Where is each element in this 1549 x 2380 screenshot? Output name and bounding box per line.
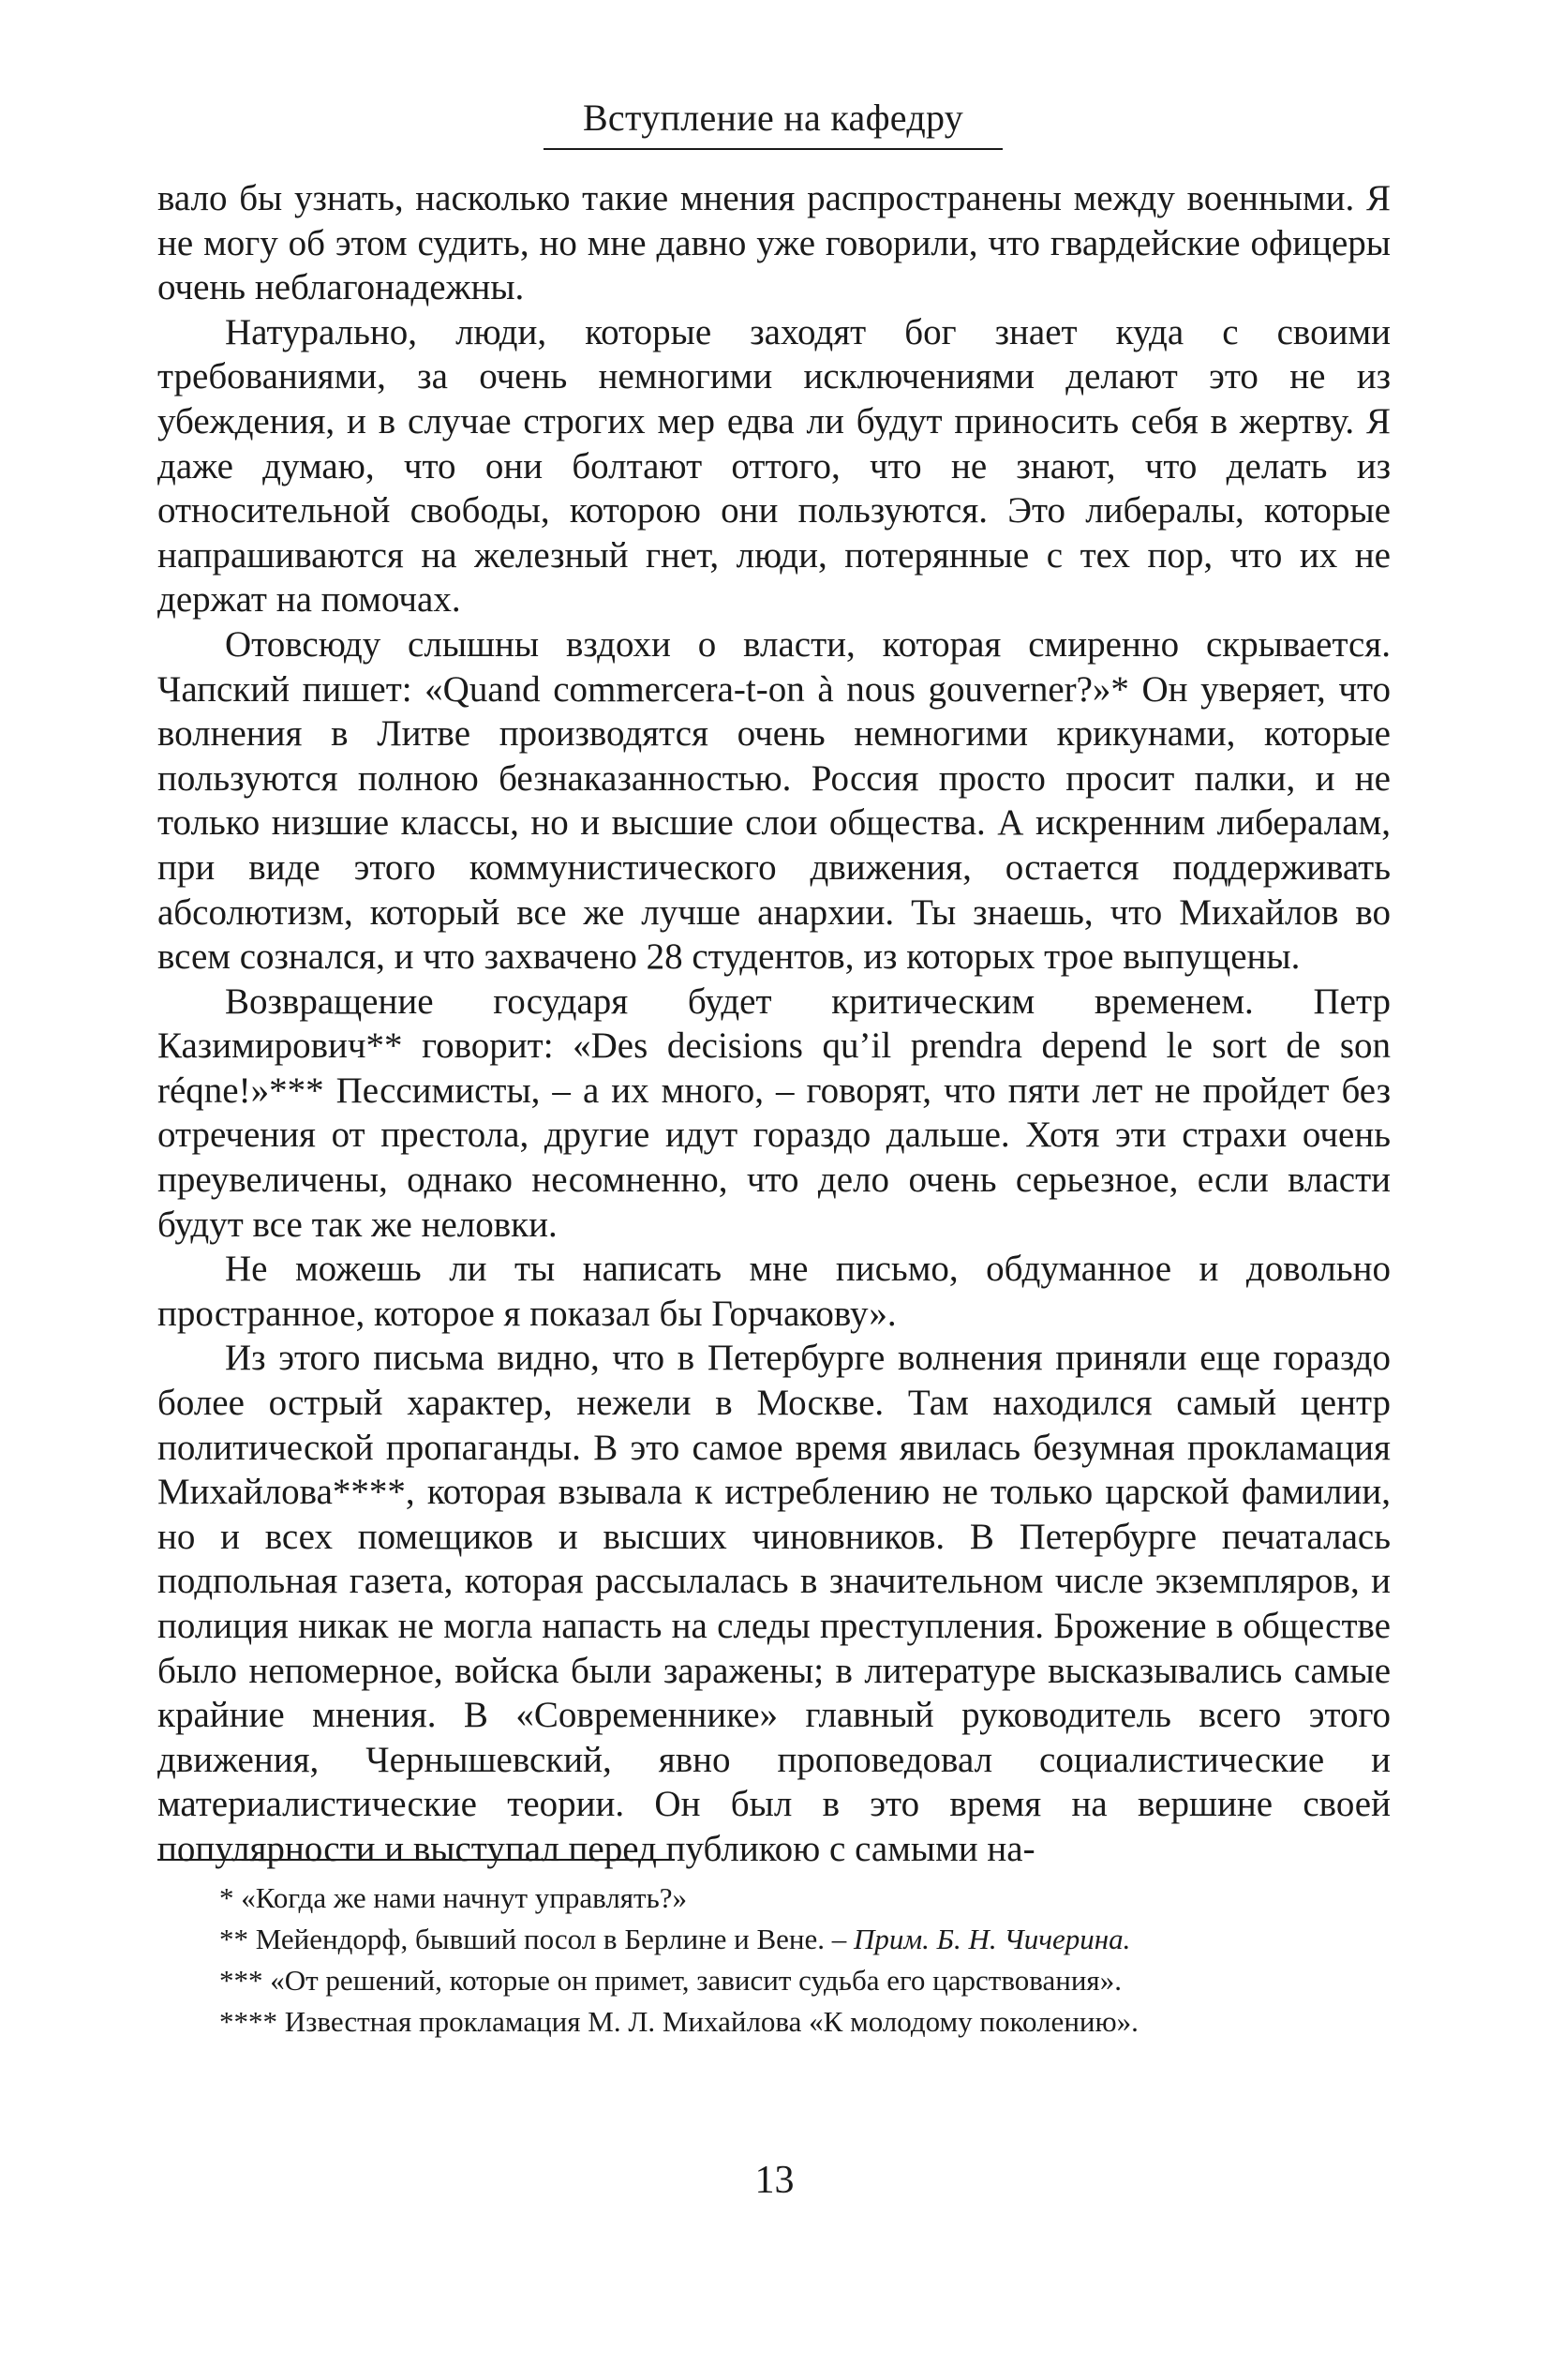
body-text	[157, 176, 1391, 1872]
footnote	[157, 1960, 1391, 2001]
page-number: 13	[754, 2159, 795, 2202]
footnote	[157, 1878, 1391, 1919]
paragraph: Натурально, люди, которые заходят бог знает куда с своими требованиями, за очень немногими исключениями делают это не из убеждения, и в случае строгих мер едва ли будут приносить себя в жертву. Я даже думаю, что они болтают оттого, что не знают, что делать из относительной свободы, которою они пользуются. Это либералы, которые напрашиваются на железный гнет, люди, потерянные с тех пор, что их не держат на помочах.	[157, 311, 1391, 621]
footnote-rule	[157, 1859, 675, 1861]
running-head-rule	[544, 148, 1003, 150]
running-head: Вступление на кафедру	[582, 97, 964, 139]
footnotes	[157, 1878, 1391, 2043]
footnote-text: *** «От решений, которые он примет, зависит судьба его царствования».	[219, 1964, 1122, 1997]
paragraph: вало бы узнать, насколько такие мнения распространены между военными. Я не могу об этом судить, но мне давно уже говорили, что гвардейские офицеры очень неблагонадежны.	[157, 178, 1391, 308]
footnote	[157, 1919, 1391, 1960]
footnote-text: * «Когда же нами начнут управлять?»	[219, 1881, 687, 1914]
footnote	[157, 2001, 1391, 2043]
paragraph: Не можешь ли ты написать мне письмо, обдуманное и довольно пространное, которое я показал бы Горчакову».	[157, 1249, 1391, 1334]
footnote-text: **** Известная прокламация М. Л. Михайлова «К молодому поколению».	[219, 2005, 1139, 2038]
footnote-text: ** Мейендорф, бывший посол в Берлине и Вене. –	[219, 1923, 855, 1955]
footnote-editor-note: Прим. Б. Н. Чичерина.	[854, 1923, 1131, 1955]
paragraph: Возвращение государя будет критическим временем. Петр Казимирович** говорит: «Des decisions qu’il prendra depend le sort de son réqne!»*** Пессимисты, – а их много, – говорят, что пяти лет не пройдет без отречения от престола, другие идут гораздо дальше. Хотя эти страхи очень преувеличены, однако несомненно, что дело очень серьезное, если власти будут все так же неловки.	[157, 980, 1391, 1245]
paragraph: Отовсюду слышны вздохи о власти, которая смиренно скрывается. Чапский пишет: «Quand commercera-t-on à nous gouverner?»* Он уверяет, что волнения в Литве производятся очень немногими крикунами, которые пользуются полною безнаказанностью. Россия просто просит палки, и не только низшие классы, но и высшие слои общества. А искренним либералам, при виде этого коммунистического движения, остается поддерживать абсолютизм, который все же лучше анархии. Ты знаешь, что Михайлов во всем сознался, и что захвачено 28 студентов, из которых трое выпущены.	[157, 623, 1391, 978]
paragraph: Из этого письма видно, что в Петербурге волнения приняли еще гораздо более острый характер, нежели в Москве. Там находился самый центр политической пропаганды. В это самое время явилась безумная прокламация Михайлова****, которая взывала к истреблению не только царской фамилии, но и всех помещиков и высших чиновников. В Петербурге печаталась подпольная газета, которая рассылалась в значительном числе экземпляров, и полиция никак не могла напасть на следы преступления. Брожение в обществе было непомерное, войска были заражены; в литературе высказывались самые крайние мнения. В «Современнике» главный руководитель всего этого движения, Чернышевский, явно проповедовал социалистические и материалистические теории. Он был в это время на вершине своей популярности и выступал перед публикою с самыми на-	[157, 1338, 1391, 1869]
